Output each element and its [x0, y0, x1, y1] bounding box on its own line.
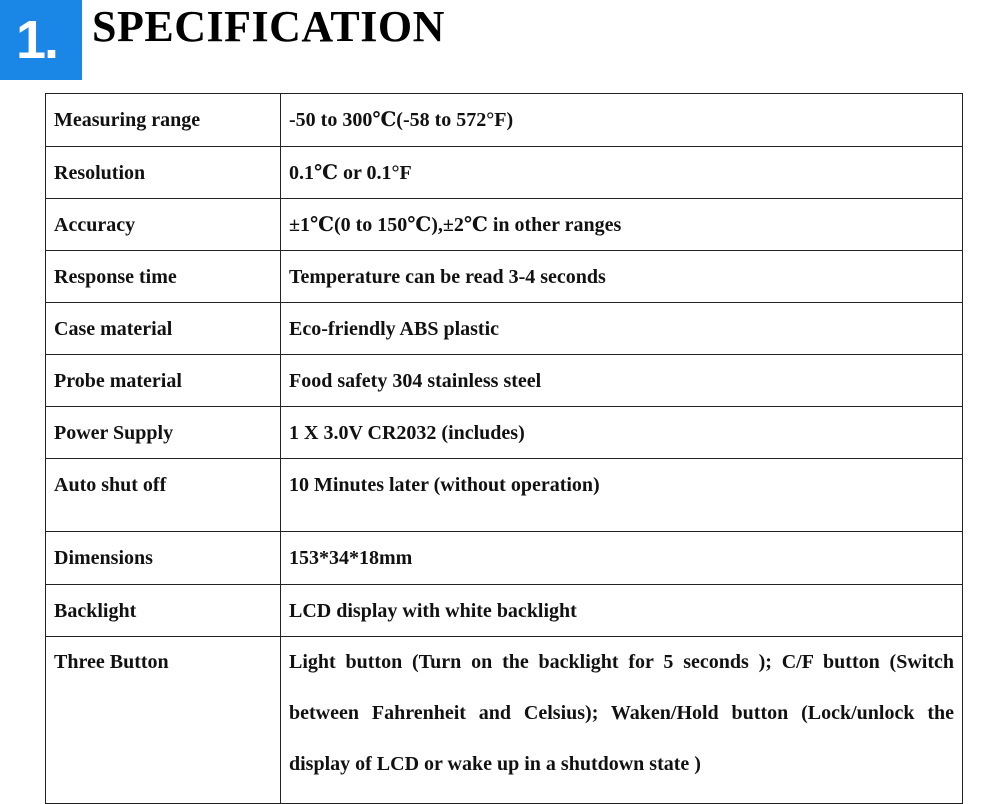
- spec-label: Case material: [46, 303, 281, 355]
- spec-value: Light button (Turn on the backlight for 5 seconds ); C/F button (Switch between Fahrenheit and Celsius); Waken/Hold button (Lock/unlock the display of LCD or wake up in a shutdown state ): [281, 637, 963, 804]
- specification-table: [45, 93, 963, 804]
- table-row: [46, 407, 963, 459]
- spec-value: 1 X 3.0V CR2032 (includes): [281, 407, 963, 459]
- table-row: [46, 355, 963, 407]
- spec-value: Eco-friendly ABS plastic: [281, 303, 963, 355]
- table-row: [46, 585, 963, 637]
- spec-value: 153*34*18mm: [281, 532, 963, 585]
- table-row: [46, 199, 963, 251]
- spec-label: Accuracy: [46, 199, 281, 251]
- spec-value: LCD display with white backlight: [281, 585, 963, 637]
- spec-label: Three Button: [46, 637, 281, 804]
- table-row: [46, 459, 963, 532]
- spec-value: 0.1℃ or 0.1°F: [281, 147, 963, 199]
- spec-label: Dimensions: [46, 532, 281, 585]
- table-row: [46, 637, 963, 804]
- spec-value: 10 Minutes later (without operation): [281, 459, 963, 532]
- spec-label: Response time: [46, 251, 281, 303]
- table-row: [46, 147, 963, 199]
- spec-label: Probe material: [46, 355, 281, 407]
- section-number-badge: 1.: [0, 0, 82, 80]
- spec-label: Resolution: [46, 147, 281, 199]
- table-row: [46, 251, 963, 303]
- spec-label: Backlight: [46, 585, 281, 637]
- table-row: [46, 532, 963, 585]
- page-title: SPECIFICATION: [92, 2, 445, 51]
- spec-value: -50 to 300℃(-58 to 572°F): [281, 94, 963, 147]
- spec-value: Food safety 304 stainless steel: [281, 355, 963, 407]
- spec-label: Measuring range: [46, 94, 281, 147]
- spec-value: ±1℃(0 to 150℃),±2℃ in other ranges: [281, 199, 963, 251]
- spec-label: Power Supply: [46, 407, 281, 459]
- table-row: [46, 303, 963, 355]
- spec-label: Auto shut off: [46, 459, 281, 532]
- spec-value: Temperature can be read 3-4 seconds: [281, 251, 963, 303]
- table-row: [46, 94, 963, 147]
